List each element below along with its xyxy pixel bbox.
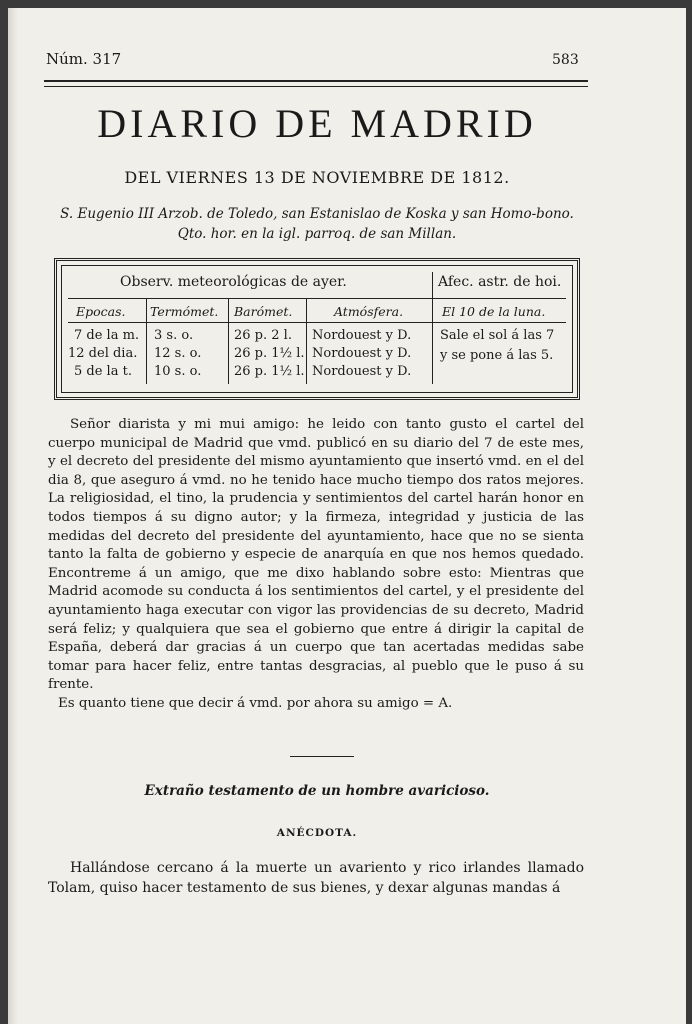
saints-line-2: Qto. hor. en la igl. parroq. de san Millan. <box>177 226 457 242</box>
section-divider <box>290 756 354 757</box>
row3-epoca: 5 de la t. <box>74 364 132 379</box>
newspaper-page <box>8 8 686 1024</box>
page-edge <box>8 8 18 1024</box>
astro-sunrise: Sale el sol á las 7 <box>440 328 555 343</box>
issue-date: DEL VIERNES 13 DE NOVIEMBRE DE 1812. <box>124 168 510 187</box>
issue-number: Núm. 317 <box>46 50 122 68</box>
col-barometro: Barómet. <box>234 304 293 319</box>
letter-paragraph: Señor diarista y mi mui amigo: he leido con tanto gusto el cartel del cuerpo municipal de Madrid que vmd. publicó en su diario del 7 de este mes, y el decreto del presidente del mismo ayuntamiento que insertó vmd. en el del dia 8, que aseguro á vmd. no he tenido hace mucho tiempo dos ratos mejores. La religiosidad, el tino, la prudencia y sentimientos del cartel harán honor en todos tiempos á su digno autor; y la firmeza, integridad y justicia de las medidas del decreto del presidente del ayuntamiento, hace que no se sienta tanto la falta de gobierno y especie de anarquía en que nos hemos quedado. Encontreme á un amigo, que me dixo hablando sobre esto: Mientras que Madrid acomode su conducta á los sentimientos del cartel, y el presidente del ayuntamiento haga executar con vigor las providencias de su decreto, Madrid será feliz; y qualquiera que sea el gobierno que entre á dirigir la capital de España, deberá dar gracias á un cuerpo que tan acertadas medidas sabe tomar para hacer feliz, entre tantas desgracias, al pueblo que le puso á su frente. <box>48 417 584 693</box>
row2-termometro: 12 s. o. <box>154 346 202 361</box>
weather-title: Observ. meteorológicas de ayer. <box>120 274 347 290</box>
row2-epoca: 12 del dia. <box>68 346 138 361</box>
saints-line-1: S. Eugenio III Arzob. de Toledo, san Estanislao de Koska y san Homo-bono. <box>60 206 574 222</box>
masthead-title: DIARIO DE MADRID <box>97 101 537 146</box>
col-epocas: Epocas. <box>76 304 126 319</box>
saints-of-day <box>46 204 588 244</box>
row3-termometro: 10 s. o. <box>154 364 202 379</box>
row3-atmosfera: Nordouest y D. <box>312 364 412 379</box>
col-termometro: Termómet. <box>150 304 219 319</box>
row1-atmosfera: Nordouest y D. <box>312 328 412 343</box>
row1-termometro: 3 s. o. <box>154 328 194 343</box>
col-luna: El 10 de la luna. <box>442 304 546 319</box>
row1-epoca: 7 de la m. <box>74 328 140 343</box>
letter-closing: Es quanto tiene que decir á vmd. por ahora su amigo = A. <box>58 695 453 711</box>
article-paragraph: Hallándose cercano á la muerte un avariento y rico irlandes llamado Tolam, quiso hacer testamento de sus bienes, y dexar algunas mandas á <box>48 860 584 896</box>
article-text <box>48 858 584 898</box>
astro-title: Afec. astr. de hoi. <box>438 274 562 290</box>
article-label: ANÉCDOTA. <box>276 827 358 839</box>
row3-barometro: 26 p. 1½ l. <box>234 364 305 379</box>
row1-barometro: 26 p. 2 l. <box>234 328 292 343</box>
astro-sunset: y se pone á las 5. <box>440 348 554 363</box>
page-number: 583 <box>552 52 579 68</box>
header-rule <box>44 80 588 82</box>
article-title: Extraño testamento de un hombre avaricioso. <box>144 783 490 799</box>
col-atmosfera: Atmósfera. <box>334 304 404 319</box>
header-rule-thin <box>44 86 588 87</box>
weather-table <box>54 258 580 400</box>
letter-text <box>48 416 584 714</box>
row2-atmosfera: Nordouest y D. <box>312 346 412 361</box>
row2-barometro: 26 p. 1½ l. <box>234 346 305 361</box>
